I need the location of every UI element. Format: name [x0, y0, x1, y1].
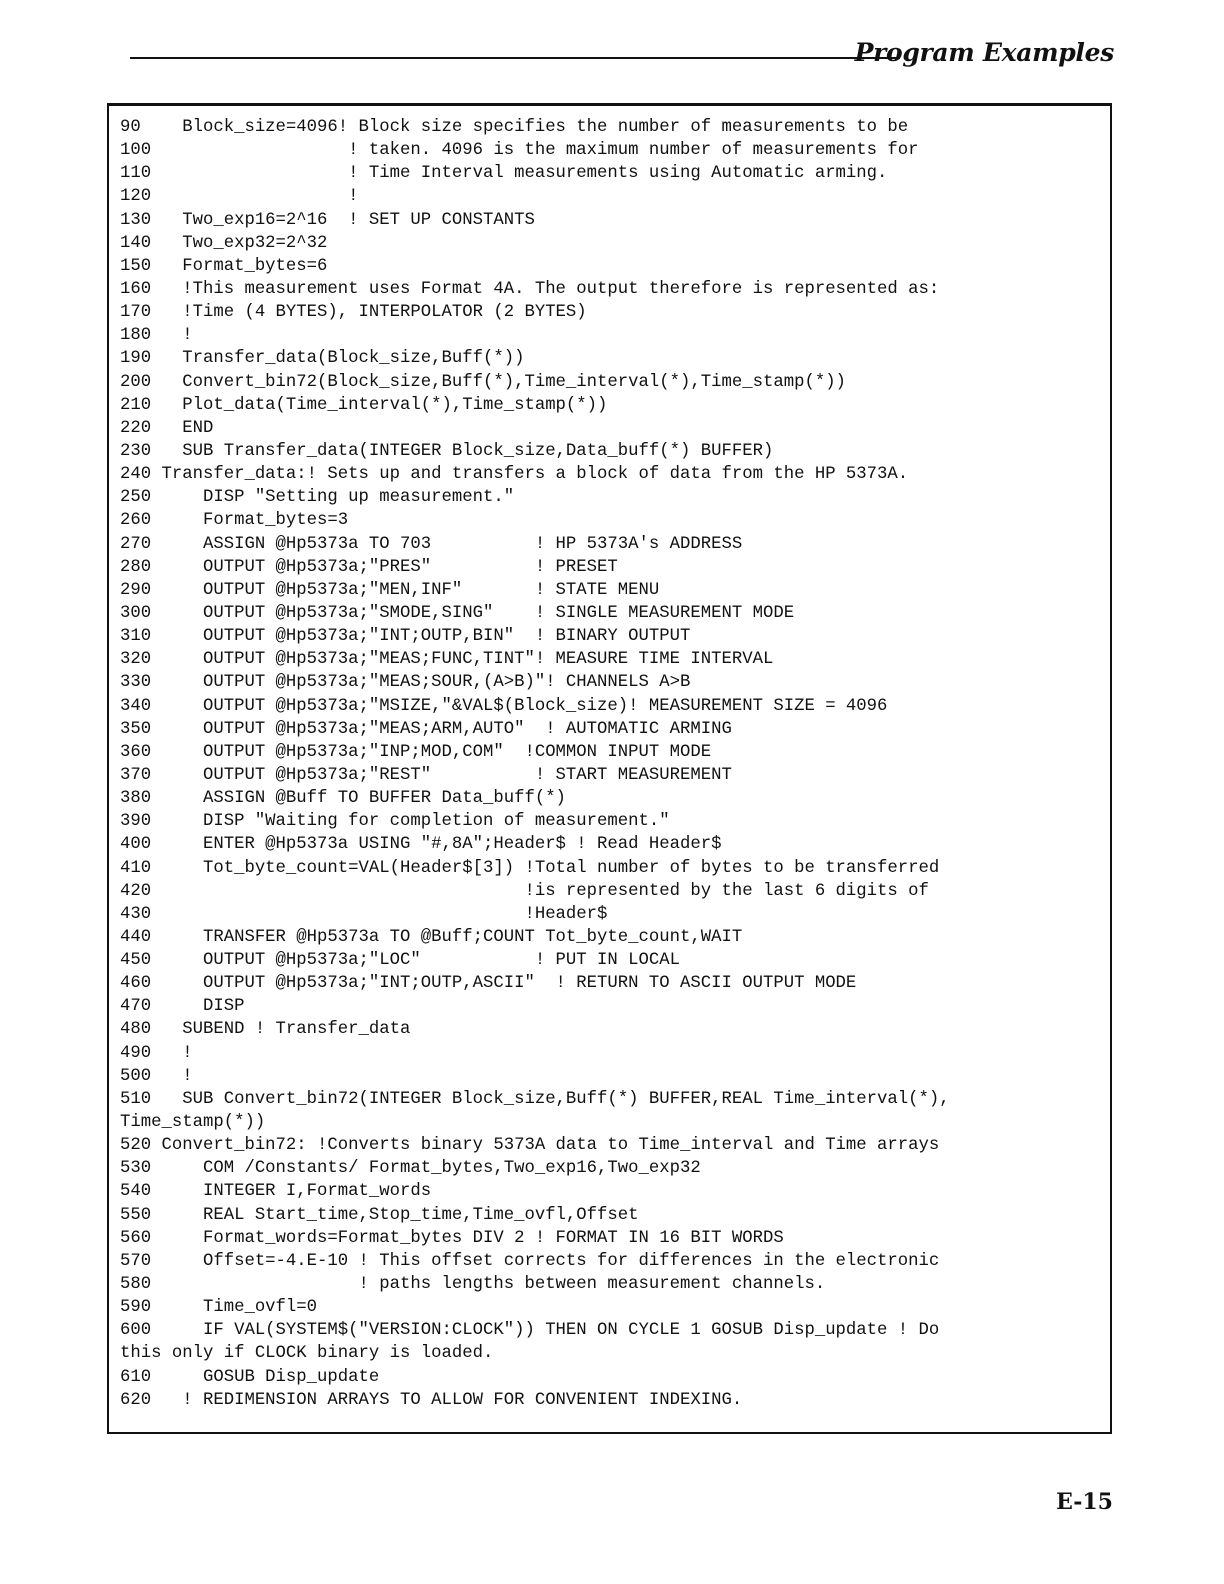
code-line: 540 INTEGER I,Format_words — [120, 1182, 432, 1202]
code-line: 180 ! — [120, 326, 193, 346]
code-line: 220 END — [120, 418, 214, 438]
code-line: 280 OUTPUT @Hp5373a;"PRES" ! PRESET — [120, 557, 618, 577]
code-line: 420 !is represented by the last 6 digits of — [120, 881, 929, 901]
code-line: 510 SUB Convert_bin72(INTEGER Block_size,Buff(*) BUFFER,REAL Time_interval(*), — [120, 1089, 950, 1109]
code-line: 110 ! Time Interval measurements using Automatic arming. — [120, 164, 888, 184]
code-line: 90 Block_size=4096! Block size specifies the number of measurements to be — [120, 118, 909, 137]
code-line: 300 OUTPUT @Hp5373a;"SMODE,SING" ! SINGLE MEASUREMENT MODE — [120, 603, 795, 623]
code-line: 250 DISP "Setting up measurement." — [120, 488, 515, 508]
code-line: 500 ! — [120, 1066, 193, 1086]
code-listing-box — [107, 103, 1112, 1434]
code-line: 490 ! — [120, 1043, 193, 1063]
code-listing — [120, 116, 950, 1412]
code-line: 320 OUTPUT @Hp5373a;"MEAS;FUNC,TINT"! MEASURE TIME INTERVAL — [120, 650, 774, 670]
header-rule — [130, 57, 900, 59]
code-line: 120 ! — [120, 187, 359, 207]
code-line: 450 OUTPUT @Hp5373a;"LOC" ! PUT IN LOCAL — [120, 951, 681, 971]
code-line: 460 OUTPUT @Hp5373a;"INT;OUTP,ASCII" ! RETURN TO ASCII OUTPUT MODE — [120, 974, 857, 994]
code-line: 430 !Header$ — [120, 904, 608, 924]
code-line: Time_stamp(*)) — [120, 1113, 266, 1133]
code-line: 580 ! paths lengths between measurement channels. — [120, 1275, 826, 1295]
code-line: 270 ASSIGN @Hp5373a TO 703 ! HP 5373A's ADDRESS — [120, 534, 743, 554]
code-line: 570 Offset=-4.E-10 ! This offset corrects for differences in the electronic — [120, 1251, 940, 1271]
code-line: 610 GOSUB Disp_update — [120, 1367, 380, 1387]
code-line: 470 DISP — [120, 997, 245, 1017]
code-line: 400 ENTER @Hp5373a USING "#,8A";Header$ ! Read Header$ — [120, 835, 722, 855]
code-line: 590 Time_ovfl=0 — [120, 1298, 318, 1318]
code-line: 340 OUTPUT @Hp5373a;"MSIZE,"&VAL$(Block_size)! MEASUREMENT SIZE = 4096 — [120, 696, 888, 716]
code-line: 380 ASSIGN @Buff TO BUFFER Data_buff(*) — [120, 789, 566, 809]
code-line: 240 Transfer_data:! Sets up and transfers a block of data from the HP 5373A. — [120, 465, 909, 485]
code-line: 600 IF VAL(SYSTEM$("VERSION:CLOCK")) THEN ON CYCLE 1 GOSUB Disp_update ! Do — [120, 1321, 940, 1341]
code-line: 150 Format_bytes=6 — [120, 256, 328, 276]
running-header-title: Program Examples — [854, 38, 1114, 67]
code-line: 210 Plot_data(Time_interval(*),Time_stamp(*)) — [120, 395, 608, 415]
code-line: 260 Format_bytes=3 — [120, 511, 349, 531]
code-line: this only if CLOCK binary is loaded. — [120, 1344, 494, 1364]
code-line: 140 Two_exp32=2^32 — [120, 233, 328, 253]
code-line: 370 OUTPUT @Hp5373a;"REST" ! START MEASUREMENT — [120, 765, 732, 785]
code-line: 100 ! taken. 4096 is the maximum number of measurements for — [120, 141, 919, 161]
code-line: 200 Convert_bin72(Block_size,Buff(*),Time_interval(*),Time_stamp(*)) — [120, 372, 846, 392]
code-line: 520 Convert_bin72: !Converts binary 5373A data to Time_interval and Time arrays — [120, 1136, 940, 1156]
code-line: 440 TRANSFER @Hp5373a TO @Buff;COUNT Tot_byte_count,WAIT — [120, 927, 743, 947]
code-line: 410 Tot_byte_count=VAL(Header$[3]) !Total number of bytes to be transferred — [120, 858, 940, 878]
code-line: 190 Transfer_data(Block_size,Buff(*)) — [120, 349, 525, 369]
code-line: 620 ! REDIMENSION ARRAYS TO ALLOW FOR CONVENIENT INDEXING. — [120, 1390, 743, 1410]
code-line: 170 !Time (4 BYTES), INTERPOLATOR (2 BYTES) — [120, 303, 587, 323]
page-number: E-15 — [1056, 1489, 1113, 1515]
code-line: 330 OUTPUT @Hp5373a;"MEAS;SOUR,(A>B)"! CHANNELS A>B — [120, 673, 691, 693]
code-line: 310 OUTPUT @Hp5373a;"INT;OUTP,BIN" ! BINARY OUTPUT — [120, 627, 691, 647]
code-line: 360 OUTPUT @Hp5373a;"INP;MOD,COM" !COMMON INPUT MODE — [120, 742, 712, 762]
code-line: 290 OUTPUT @Hp5373a;"MEN,INF" ! STATE MENU — [120, 580, 660, 600]
code-line: 480 SUBEND ! Transfer_data — [120, 1020, 411, 1040]
code-line: 390 DISP "Waiting for completion of measurement." — [120, 812, 670, 832]
code-line: 160 !This measurement uses Format 4A. The output therefore is represented as: — [120, 279, 940, 299]
code-line: 550 REAL Start_time,Stop_time,Time_ovfl,Offset — [120, 1205, 639, 1225]
code-line: 230 SUB Transfer_data(INTEGER Block_size,Data_buff(*) BUFFER) — [120, 441, 774, 461]
code-line: 560 Format_words=Format_bytes DIV 2 ! FORMAT IN 16 BIT WORDS — [120, 1228, 784, 1248]
code-line: 350 OUTPUT @Hp5373a;"MEAS;ARM,AUTO" ! AUTOMATIC ARMING — [120, 719, 732, 739]
code-line: 530 COM /Constants/ Format_bytes,Two_exp16,Two_exp32 — [120, 1159, 701, 1179]
code-line: 130 Two_exp16=2^16 ! SET UP CONSTANTS — [120, 210, 535, 230]
